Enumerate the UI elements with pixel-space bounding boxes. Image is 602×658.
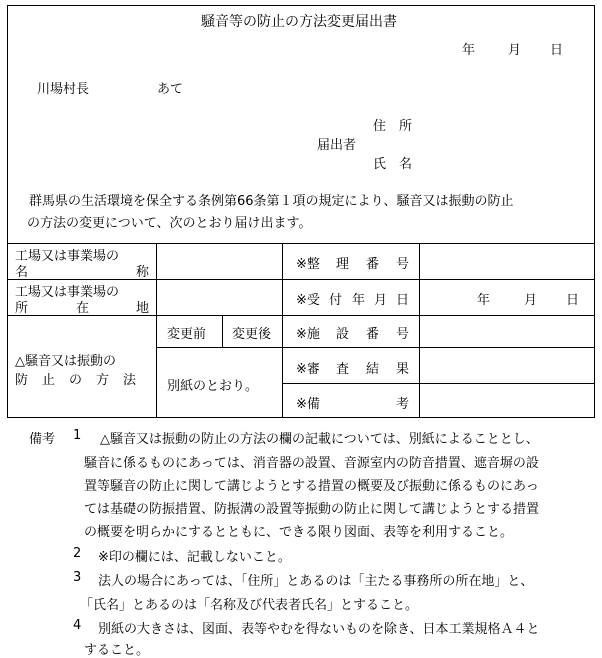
body-line-1: 群馬県の生活環境を保全する条例第66条第１項の規定により、騒音又は振動の防止 — [29, 194, 514, 209]
before-after-line — [156, 347, 282, 348]
table-row-line-3 — [282, 347, 595, 348]
received-date-label: ※受 付 年 月 日 — [296, 293, 410, 308]
note-1-line-1: △騒音又は振動の防止の方法の欄の記載については、別紙によることとし、 — [100, 432, 539, 447]
date-year: 年 — [462, 43, 476, 58]
note-4-line-2: すること。 — [84, 643, 150, 658]
factory-location-label-zai: 在 — [76, 301, 90, 316]
remarks-field[interactable] — [421, 385, 593, 416]
form-title: 騒音等の防止の方法変更届出書 — [201, 14, 397, 30]
factory-location-label-line1: 工場又は事業場の — [15, 285, 120, 300]
col-line-2 — [282, 243, 283, 418]
date-month: 月 — [508, 43, 522, 58]
table-row-line-1 — [7, 279, 595, 280]
ref-number-field[interactable] — [421, 245, 593, 277]
note-4-number: 4 — [73, 618, 82, 633]
table-row-line-4 — [282, 383, 595, 384]
received-day: 日 — [566, 293, 580, 308]
notifier-label: 届出者 — [317, 138, 357, 153]
table-row-line-2 — [7, 315, 595, 316]
notes-heading: 備考 — [29, 432, 56, 447]
remarks-label: ※備 考 — [296, 397, 410, 412]
before-label: 変更前 — [167, 327, 207, 342]
body-line-2: の方法の変更について、次のとおり届け出ます。 — [27, 216, 312, 231]
address-label: 住 所 — [373, 119, 413, 134]
ref-number-label: ※整 理 番 号 — [296, 257, 410, 272]
attached-sheet-note: 別紙のとおり。 — [167, 379, 259, 394]
factory-location-label-sho: 所 — [15, 301, 29, 316]
note-2-text: ※印の欄には、記載しないこと。 — [98, 550, 291, 565]
after-label: 変更後 — [232, 327, 272, 342]
addressee-suffix: あて — [157, 82, 184, 97]
factory-name-label-line1: 工場又は事業場の — [15, 249, 120, 264]
received-month: 月 — [524, 293, 538, 308]
method-label-line1: △騒音又は振動の — [15, 354, 116, 369]
table-top-line — [7, 243, 595, 244]
factory-location-label-chi: 地 — [136, 301, 150, 316]
factory-name-label-sho: 称 — [136, 265, 150, 280]
note-1-line-2: 騒音に係るものにあっては、消音器の設置、音源室内の防音措置、遮音塀の設 — [84, 456, 539, 471]
method-label-line2: 防 止 の 方 法 — [15, 373, 137, 388]
review-result-label: ※審 査 結 果 — [296, 362, 410, 377]
received-year: 年 — [477, 293, 491, 308]
factory-name-label-na: 名 — [15, 265, 29, 280]
facility-number-label: ※施 設 番 号 — [296, 327, 410, 342]
before-after-divider — [222, 315, 223, 347]
note-1-line-5: の概要を明らかにするとともに、できる限り図面、表等を利用すること。 — [84, 525, 514, 540]
addressee-name: 川場村長 — [37, 82, 90, 97]
date-day: 日 — [550, 43, 564, 58]
col-line-3 — [419, 243, 420, 418]
note-4-line-1: 別紙の大きさは、図面、表等やむを得ないものを除き、日本工業規格Ａ４と — [98, 622, 540, 637]
received-date-field[interactable] — [421, 281, 593, 313]
name-label: 氏 名 — [373, 157, 413, 172]
review-result-field[interactable] — [421, 349, 593, 381]
note-2-number: 2 — [73, 546, 82, 561]
note-3-line-1: 法人の場合にあっては、「住所」とあるのは「主たる事務所の所在地」と、 — [98, 574, 534, 589]
facility-number-field[interactable] — [421, 317, 593, 345]
note-3-number: 3 — [73, 570, 82, 585]
factory-location-field[interactable] — [158, 281, 280, 313]
note-1-number: 1 — [73, 428, 82, 443]
note-1-line-3: 置等騒音の防止に関して講じようとする措置の概要及び振動に係るものにあっ — [84, 479, 539, 494]
note-1-line-4: ては基礎の防振措置、防振溝の設置等振動の防止に関して講じようとする措置 — [84, 502, 540, 517]
note-3-line-2: 「氏名」とあるのは「名称及び代表者氏名」とすること。 — [80, 598, 419, 613]
factory-name-field[interactable] — [158, 245, 280, 277]
col-line-1 — [156, 243, 157, 418]
